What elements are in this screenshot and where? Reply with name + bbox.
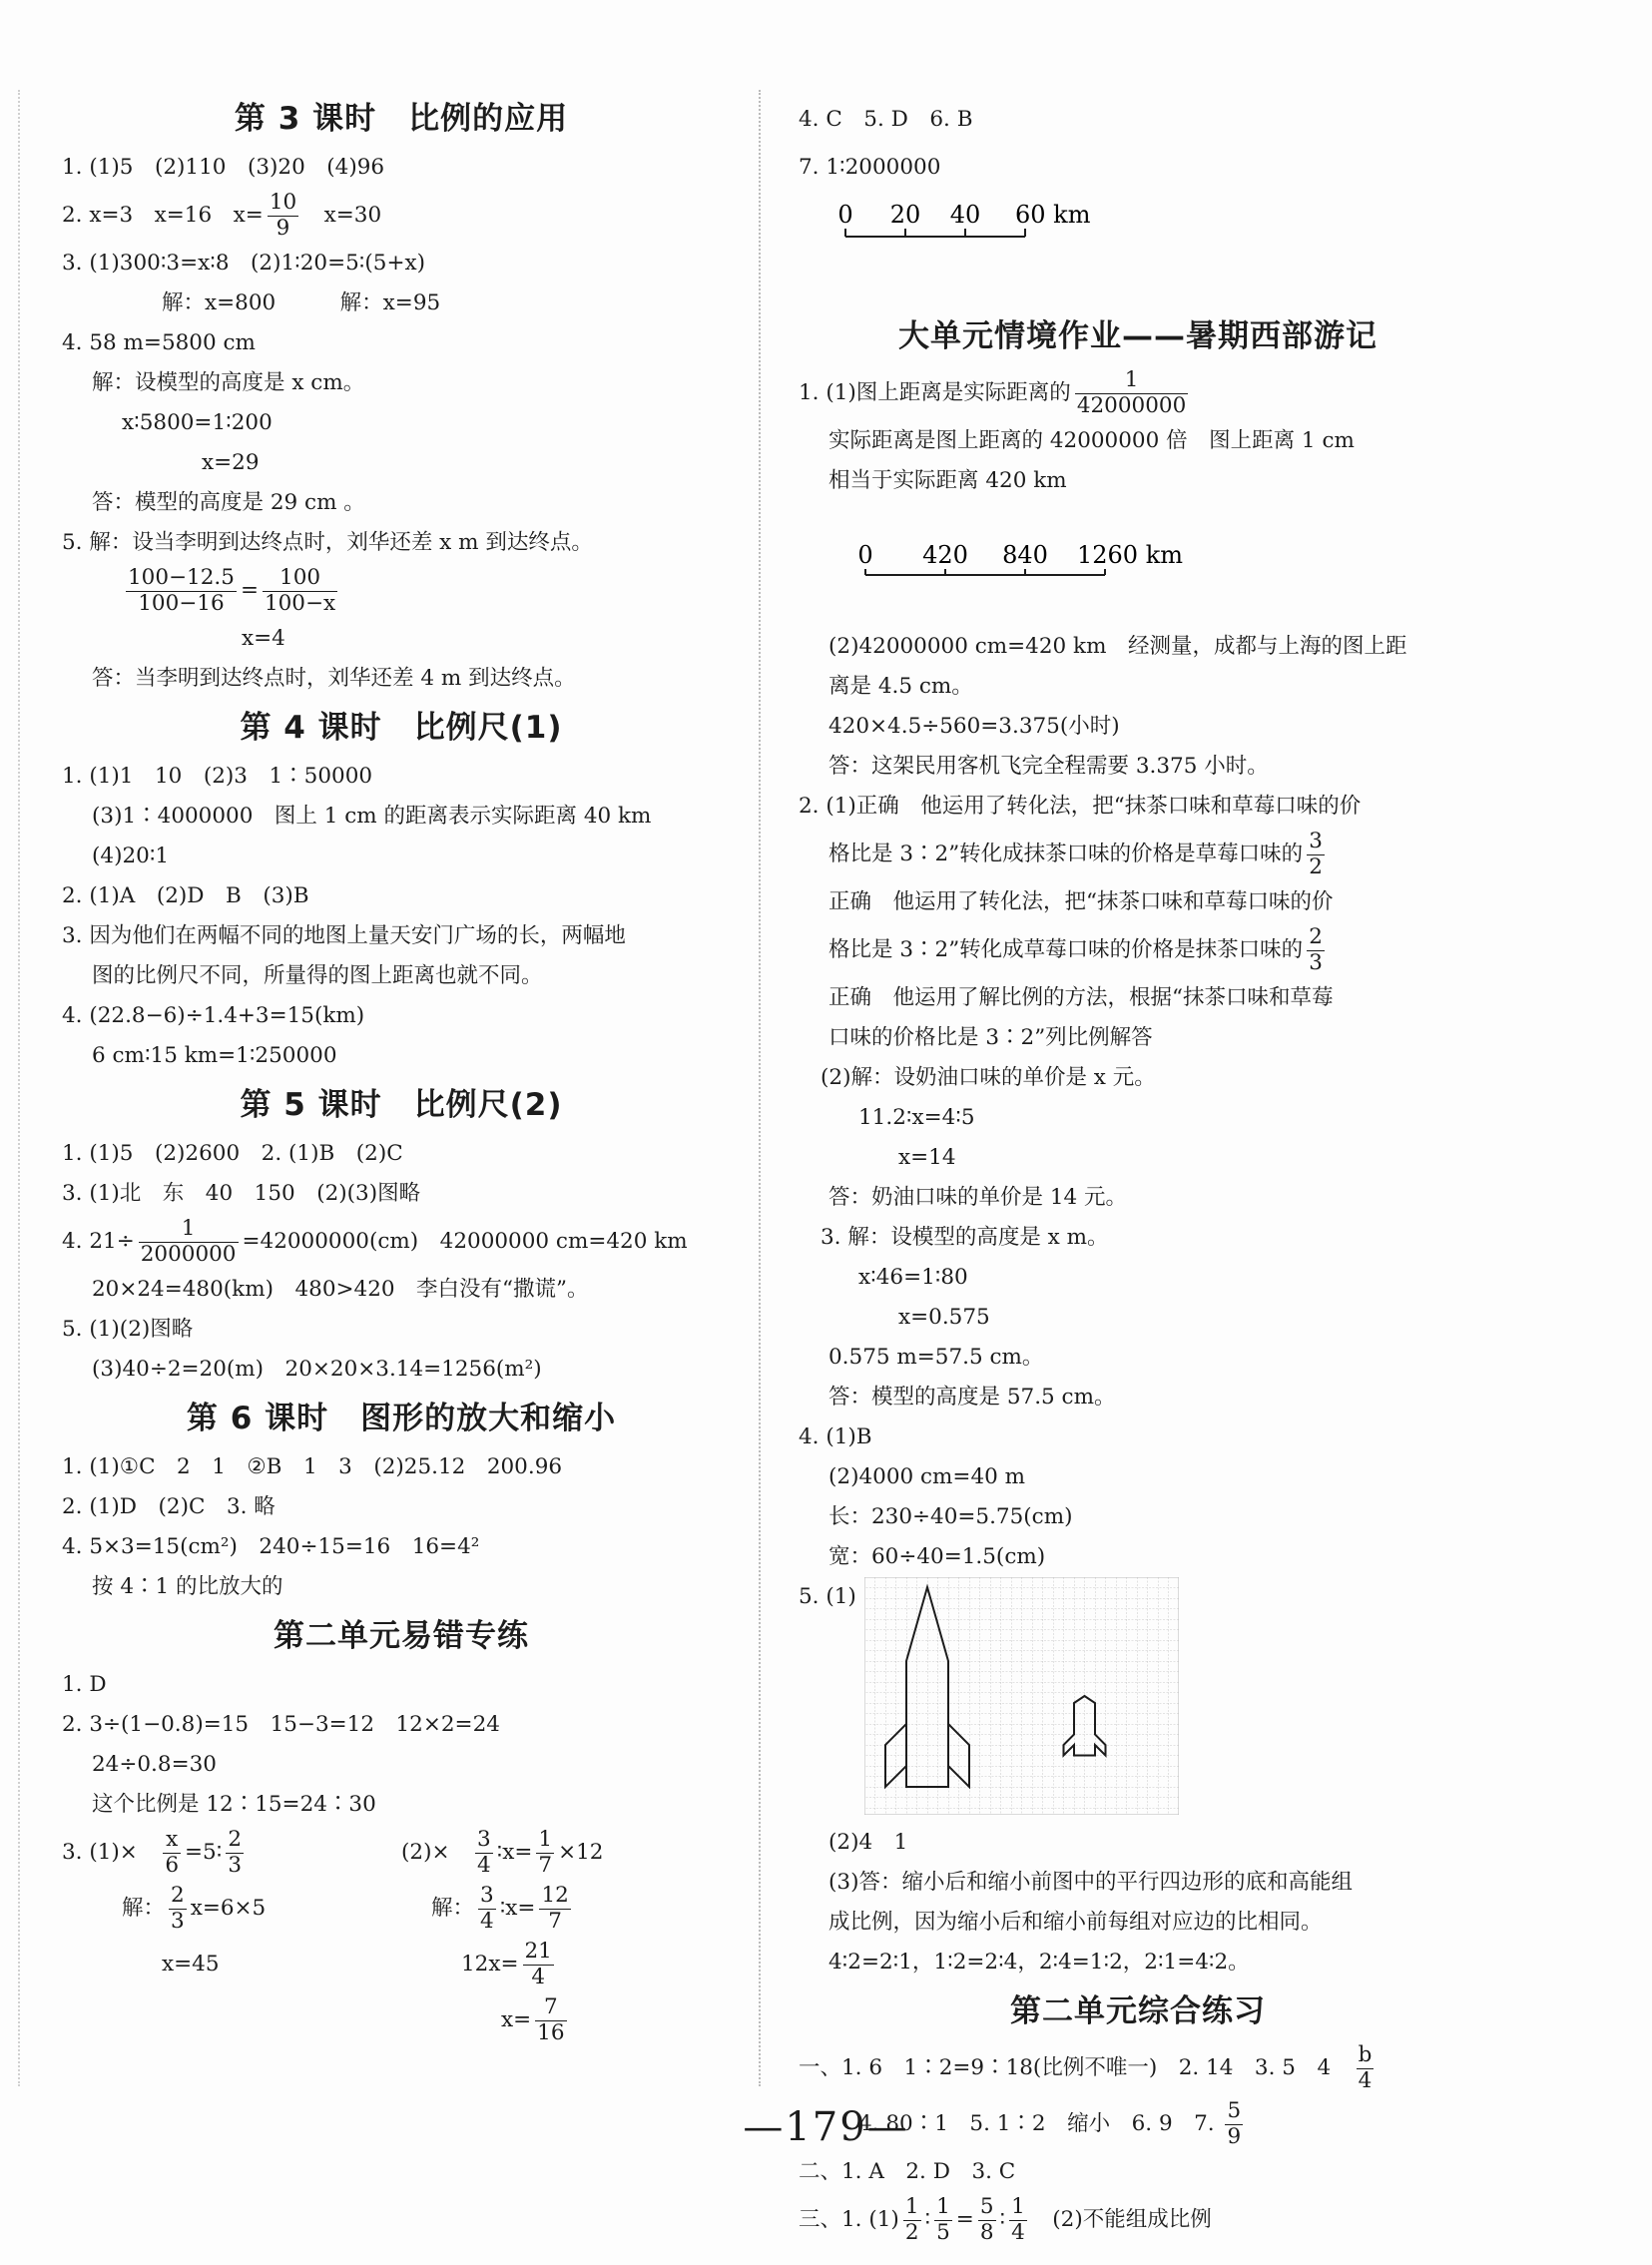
question3-part2	[401, 1825, 741, 2048]
denominator: 16	[537, 2019, 565, 2045]
text: =5∶	[185, 1840, 223, 1865]
answer-line: 420×4.5÷560=3.375(小时)	[828, 714, 1120, 739]
fraction	[263, 566, 337, 616]
answer-line: (3)40÷2=20(m) 20×20×3.14=1256(m²)	[92, 1357, 542, 1382]
denominator: 100−16	[138, 590, 225, 616]
text: (2)不能组成比例	[1030, 2207, 1212, 2232]
answer-line: 1. (1)①C 2 1 ②B 1 3 (2)25.12 200.96	[62, 1454, 563, 1479]
text: 7. 1∶2000000	[799, 155, 941, 180]
answer-line: (4)20∶1	[92, 844, 170, 868]
scale-label: 20	[890, 201, 921, 229]
answer-line: 二、1. A 2. D 3. C	[799, 2159, 1016, 2184]
right-column	[799, 100, 1477, 2248]
denominator: 3	[171, 1908, 185, 1934]
text: x=30	[302, 203, 382, 228]
answer-line	[799, 365, 1477, 421]
answer-line: 实际距离是图上距离的 42000000 倍 图上距离 1 cm	[828, 428, 1355, 453]
numerator: 10	[269, 189, 297, 215]
scale-label: 420	[922, 541, 969, 569]
page-edge-dotted	[18, 90, 20, 2086]
denominator: 8	[979, 2219, 994, 2245]
answer-line: x=14	[898, 1145, 956, 1170]
denominator: 9	[275, 215, 290, 241]
numerator: 1	[904, 2193, 919, 2219]
text: ∶x=	[496, 1840, 533, 1865]
scale-label: 0	[857, 541, 873, 569]
numerator: 5	[979, 2193, 994, 2219]
answer-line: 5. 解：设当李明到达终点时，刘华还差 x m 到达终点。	[62, 530, 593, 555]
scale-label: 1260 km	[1077, 541, 1184, 569]
answer-line: 5. (1)	[799, 1584, 856, 1609]
section-title-unit-task: 大单元情境作业——暑期西部游记	[898, 318, 1377, 354]
answer-line: 5. (1)(2)图略	[62, 1317, 194, 1342]
numerator: 1	[139, 1217, 239, 1243]
answer-line: 4. 5×3=15(cm²) 240÷15=16 16=4²	[62, 1534, 480, 1559]
scale-bar-2	[855, 541, 1185, 587]
numerator: 21	[524, 1938, 552, 1964]
answer-line: 4. 58 m=5800 cm	[62, 330, 256, 355]
answer-line: 4∶2=2∶1，1∶2=2∶4，2∶4=1∶2，2∶1=4∶2。	[828, 1950, 1250, 1975]
text: ∶	[999, 2207, 1006, 2232]
column-divider	[759, 90, 761, 2086]
denominator: 2	[1309, 853, 1323, 879]
text: 解：	[122, 1896, 166, 1921]
fraction	[523, 1940, 554, 1989]
fraction	[1307, 925, 1325, 975]
scale-label: 40	[950, 201, 981, 229]
fraction	[139, 1217, 239, 1267]
scale-label: 60 km	[1015, 201, 1091, 229]
answer-line	[62, 188, 741, 244]
left-column	[62, 90, 741, 2048]
answer-line	[62, 563, 741, 619]
answer-line: 0.575 m=57.5 cm。	[828, 1345, 1044, 1370]
scale-bar-row	[799, 501, 1477, 627]
text: x=6×5	[190, 1896, 267, 1921]
answer-line	[799, 827, 1477, 882]
denominator: 4	[1011, 2219, 1025, 2245]
numerator: 1	[936, 2193, 950, 2219]
rocket-grid-figure	[864, 1577, 1179, 1815]
answer-line	[799, 140, 1477, 307]
answer-line	[799, 922, 1477, 978]
scale-label: 840	[1002, 541, 1049, 569]
text: 2. x=3 x=16 x=	[62, 203, 264, 228]
answer-line: 20×24=480(km) 480>420 李白没有“撒谎”。	[92, 1277, 589, 1302]
section-title-lesson3: 第 3 课时 比例的应用	[234, 101, 569, 137]
numerator: 100	[263, 566, 337, 592]
fraction	[268, 191, 298, 241]
answer-line: (2)4 1	[828, 1830, 908, 1855]
text: 4. 80∶1 5. 1∶2 缩小 6. 9 7.	[858, 2111, 1222, 2136]
answer-line: 正确 他运用了转化法，把“抹茶口味和草莓口味的价	[828, 889, 1334, 914]
question3-part1	[62, 1825, 401, 2048]
answer-line: (3)1∶4000000 图上 1 cm 的距离表示实际距离 40 km	[92, 804, 652, 829]
answer-line: 答：奶油口味的单价是 14 元。	[828, 1185, 1128, 1210]
answer-line: x=0.575	[898, 1305, 990, 1330]
text: 格比是 3∶2”转化成抹茶口味的价格是草莓口味的	[828, 842, 1304, 866]
numerator: 3	[1309, 828, 1323, 853]
fraction	[126, 566, 237, 616]
text: x=	[501, 2007, 532, 2032]
fraction	[903, 2195, 921, 2245]
denominator: 7	[538, 1852, 553, 1878]
numerator: 3	[476, 1826, 491, 1852]
answer-line: x∶46=1∶80	[858, 1265, 968, 1290]
numerator: 100−12.5	[128, 564, 235, 590]
section-title-lesson4: 第 4 课时 比例尺(1)	[240, 710, 563, 746]
answer-line: 3. 因为他们在两幅不同的地图上量天安门广场的长，两幅地	[62, 923, 626, 948]
answer-line: 长：230÷40=5.75(cm)	[828, 1504, 1073, 1529]
answer-line: 4. (22.8−6)÷1.4+3=15(km)	[62, 1003, 365, 1028]
denominator: 4	[480, 1908, 494, 1934]
answer-line: 口味的价格比是 3∶2”列比例解答	[828, 1025, 1153, 1050]
answer-line: x=45	[162, 1952, 220, 1977]
numerator: 2	[1309, 923, 1323, 949]
answer-line: 图的比例尺不同，所量得的图上距离也就不同。	[92, 963, 543, 988]
page-number: —179—	[743, 2104, 909, 2150]
numerator: 1	[1011, 2193, 1025, 2219]
answer-line: 解：设模型的高度是 x cm。	[92, 370, 365, 395]
numerator: b	[1358, 2041, 1373, 2067]
denominator: 9	[1227, 2123, 1242, 2149]
answer-line: 1. (1)1 10 (2)3 1∶50000	[62, 764, 373, 789]
text: ∶	[924, 2207, 931, 2232]
answer-line: 这个比例是 12∶15=24∶30	[92, 1792, 376, 1817]
denominator: 2	[904, 2219, 919, 2245]
fraction	[1075, 368, 1188, 418]
answer-line	[799, 2040, 1477, 2096]
answer-line: 解：x=800 解：x=95	[162, 290, 441, 315]
answer-line: 答：模型的高度是 29 cm 。	[92, 490, 365, 515]
answer-line	[62, 1881, 401, 1937]
denominator: 4	[1358, 2067, 1373, 2093]
answer-line: 离是 4.5 cm。	[828, 674, 973, 699]
text: 三、1. (1)	[799, 2207, 899, 2232]
numerator: 7	[535, 1995, 566, 2021]
answer-line	[401, 1881, 741, 1937]
text: =42000000(cm) 42000000 cm=420 km	[242, 1229, 688, 1254]
denominator: 4	[476, 1852, 491, 1878]
text: =	[240, 578, 259, 603]
answer-line: (3)答：缩小后和缩小前图中的平行四边形的底和高能组	[828, 1870, 1353, 1895]
text: ×12	[558, 1840, 604, 1865]
fraction	[1307, 830, 1325, 879]
denominator: 4	[531, 1964, 546, 1989]
text: 一、1. 6 1∶2=9∶18(比例不唯一) 2. 14 3. 5 4	[799, 2055, 1353, 2080]
denominator: 100−x	[264, 590, 336, 616]
fraction	[475, 1828, 493, 1878]
scale-bar-1	[826, 201, 1125, 247]
text: 3. (1)×	[62, 1840, 160, 1865]
answer-line: (2)4000 cm=40 m	[828, 1464, 1026, 1489]
denominator: 5	[936, 2219, 950, 2245]
answer-line: 24÷0.8=30	[92, 1752, 217, 1777]
answer-line	[799, 2192, 1477, 2248]
numerator: x	[163, 1828, 181, 1854]
answer-line: x=4	[242, 626, 285, 651]
fraction	[535, 1995, 566, 2045]
numerator: 1	[538, 1826, 553, 1852]
answer-line: 1. D	[62, 1672, 107, 1697]
fraction	[478, 1884, 496, 1934]
answer-line: 4. C 5. D 6. B	[799, 107, 973, 132]
answer-line: 11.2∶x=4∶5	[858, 1105, 975, 1130]
denominator: 42000000	[1076, 392, 1187, 418]
numerator: 5	[1227, 2097, 1242, 2123]
answer-line: x∶5800=1∶200	[122, 410, 273, 435]
numerator: 2	[171, 1882, 185, 1908]
fraction	[163, 1828, 181, 1878]
text: 解：	[431, 1896, 475, 1921]
answer-line: 3. (1)300∶3=x∶8 (2)1∶20=5∶(5+x)	[62, 251, 425, 276]
fraction	[169, 1884, 187, 1934]
answer-line: 正确 他运用了解比例的方法，根据“抹茶口味和草莓	[828, 985, 1334, 1010]
fraction	[539, 1884, 570, 1934]
answer-line	[401, 1825, 741, 1881]
section-title-error-practice: 第二单元易错专练	[274, 1618, 529, 1654]
answer-line: 2. 3÷(1−0.8)=15 15−3=12 12×2=24	[62, 1712, 500, 1737]
answer-line: x=29	[202, 450, 260, 475]
fraction	[226, 1828, 244, 1878]
denominator: 7	[548, 1908, 562, 1934]
answer-line: (2)解：设奶油口味的单价是 x 元。	[821, 1065, 1156, 1090]
text: 12x=	[461, 1952, 519, 1977]
scale-label: 0	[837, 201, 853, 229]
answer-line: 1. (1)5 (2)110 (3)20 (4)96	[62, 155, 385, 180]
section-title-lesson6: 第 6 课时 图形的放大和缩小	[186, 1401, 617, 1436]
numerator: 1	[1075, 368, 1188, 394]
answer-line	[62, 1214, 741, 1270]
answer-line: 1. (1)5 (2)2600 2. (1)B (2)C	[62, 1141, 403, 1166]
answer-line: 3. (1)北 东 40 150 (2)(3)图略	[62, 1181, 421, 1206]
answer-line: 答：模型的高度是 57.5 cm。	[828, 1385, 1116, 1410]
question3-two-parts	[62, 1825, 741, 2048]
section-title-lesson5: 第 5 课时 比例尺(2)	[240, 1087, 563, 1123]
grid-background	[864, 1577, 1179, 1815]
answer-line: 3. 解：设模型的高度是 x m。	[821, 1225, 1109, 1250]
answer-line: 按 4∶1 的比放大的	[92, 1574, 283, 1599]
fraction	[1009, 2195, 1027, 2245]
fraction	[1357, 2043, 1375, 2093]
answer-line: 2. (1)D (2)C 3. 略	[62, 1494, 275, 1519]
answer-line: 2. (1)正确 他运用了转化法，把“抹茶口味和草莓口味的价	[799, 794, 1362, 819]
answer-line: 4. (1)B	[799, 1424, 872, 1449]
denominator: 2000000	[140, 1241, 237, 1267]
denominator: 3	[1309, 949, 1323, 975]
numerator: 3	[480, 1882, 494, 1908]
fraction	[978, 2195, 996, 2245]
answer-line	[62, 1825, 401, 1881]
text: 格比是 3∶2”转化成草莓口味的价格是抹茶口味的	[828, 937, 1304, 962]
fraction	[934, 2195, 952, 2245]
answer-line: 相当于实际距离 420 km	[828, 468, 1067, 493]
answer-line: 2. (1)A (2)D B (3)B	[62, 883, 309, 908]
denominator: 3	[228, 1852, 242, 1878]
answer-line: 答：当李明到达终点时，刘华还差 4 m 到达终点。	[92, 666, 576, 691]
answer-line	[401, 1992, 741, 2048]
answer-line: (2)42000000 cm=420 km 经测量，成都与上海的图上距	[828, 634, 1407, 659]
answer-line: 6 cm∶15 km=1∶250000	[92, 1043, 337, 1068]
answer-line	[401, 1937, 741, 1992]
numerator: 2	[228, 1826, 242, 1852]
section-title-comprehensive: 第二单元综合练习	[1010, 1993, 1266, 2029]
text: 1. (1)图上距离是实际距离的	[799, 380, 1071, 405]
text: (2)×	[401, 1840, 471, 1865]
numerator: 12	[541, 1882, 569, 1908]
text: =	[955, 2207, 974, 2232]
fraction	[536, 1828, 554, 1878]
text: 4. 21÷	[62, 1229, 135, 1254]
text: ∶x=	[499, 1896, 536, 1921]
rocket-figure-row	[799, 1577, 1477, 1823]
denominator: 6	[165, 1852, 180, 1878]
answer-line: 答：这架民用客机飞完全程需要 3.375 小时。	[828, 754, 1269, 779]
answer-line: 宽：60÷40=1.5(cm)	[828, 1544, 1046, 1569]
answer-line: 成比例，因为缩小后和缩小前每组对应边的比相同。	[828, 1910, 1323, 1935]
